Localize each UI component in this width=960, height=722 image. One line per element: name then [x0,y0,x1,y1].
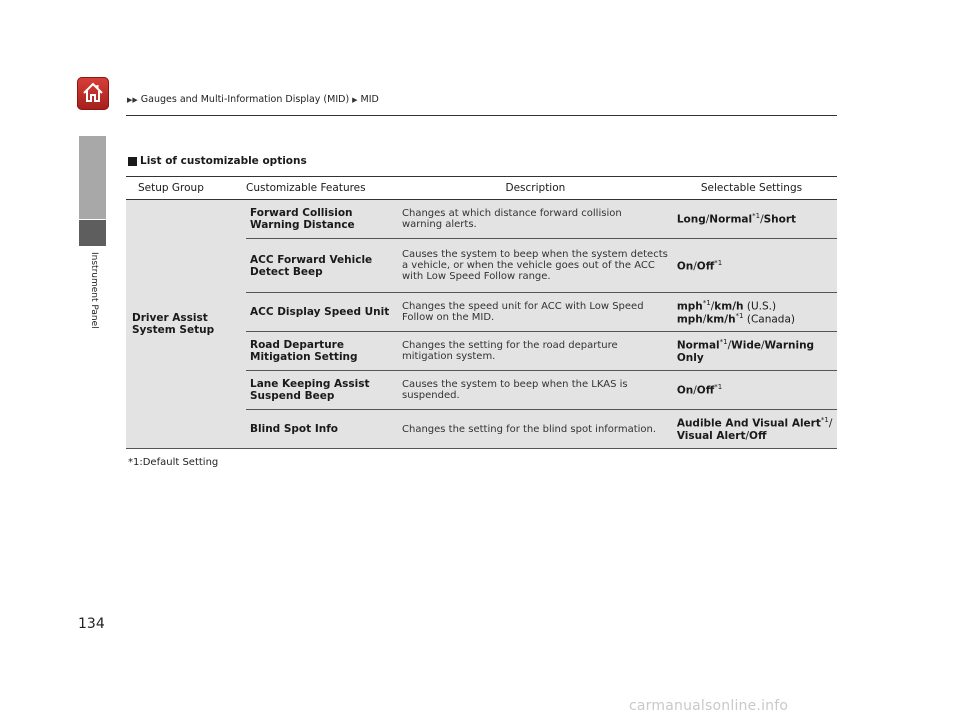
setting-value: / [710,300,715,312]
setup-group-cell [126,200,246,449]
settings-cell [673,200,837,239]
setting-value: Off [696,260,715,273]
setting-value: Only [676,351,704,364]
setting-value: / [828,417,833,430]
setting-value: (Canada) [743,313,796,326]
feature-label: Warning Distance [250,219,355,231]
setting-value: Wide [731,339,761,352]
setting-value: / [705,213,710,226]
feature-cell [246,371,398,410]
setting-value: mph [676,300,703,312]
side-tab-label: Instrument Panel [89,252,99,329]
page-number: 134 [78,616,105,632]
footnote: *1:Default Setting [128,457,219,468]
side-tab-current [79,220,106,246]
description-text: mitigation system. [402,351,496,362]
setting-value: km/h [714,300,744,312]
description-cell [398,332,673,371]
feature-label: Mitigation Setting [250,351,358,363]
feature-label: Suspend Beep [250,390,335,402]
feature-cell [246,293,398,332]
watermark: carmanualsonline.info [629,698,789,714]
description-text: with Low Speed Follow range. [402,271,551,282]
breadcrumb-arrow-icon: ▶ [352,95,358,104]
header-description: Description [398,177,673,200]
breadcrumb [127,94,379,105]
feature-label: ACC Display Speed Unit [250,306,390,318]
default-marker: *1 [714,383,723,392]
setting-value: Off [749,429,767,442]
setting-value: / [760,213,764,226]
default-marker: *1 [752,212,761,221]
description-text: Follow on the MID. [402,312,495,323]
setting-value: Normal [709,213,753,226]
setting-value: Short [763,213,797,226]
feature-cell [246,200,398,239]
setting-value: / [760,339,765,352]
setting-value: On [676,384,694,397]
setting-value: / [702,313,707,326]
settings-cell [673,410,837,449]
setting-value: Long [676,213,706,226]
description-text: Causes the system to beep when the system detects [402,249,668,260]
feature-label: Detect Beep [250,265,323,278]
home-icon [81,81,105,105]
feature-cell [246,410,398,449]
description-cell [398,239,673,293]
breadcrumb-link-gauges[interactable]: Gauges and Multi-Information Display (MID) [140,94,350,105]
description-cell [398,371,673,410]
feature-label: Lane Keeping Assist [250,378,370,390]
setting-value: / [693,260,697,273]
description-text: Changes the speed unit for ACC with Low Speed [402,301,644,312]
setting-value: / [727,339,732,352]
setting-value: (U.S.) [743,300,777,312]
header-divider [126,115,837,116]
setting-value: mph [676,313,703,326]
feature-label: Forward Collision [250,207,353,219]
default-marker: *1 [735,312,744,320]
header-settings: Selectable Settings [673,177,837,200]
default-marker: *1 [820,416,829,425]
feature-cell [246,239,398,293]
breadcrumb-link-mid[interactable]: MID [360,94,379,105]
side-tab-top [79,136,106,219]
description-text: Changes the setting for the road departure [402,340,618,351]
description-cell [398,410,673,449]
home-button[interactable] [77,77,109,110]
section-title: List of customizable options [128,155,307,167]
description-text: Changes at which distance forward collision [402,208,622,219]
options-table [126,176,837,449]
settings-cell [673,332,837,371]
table-body [126,200,837,449]
setting-value: / [693,384,697,397]
setting-value: Audible And Visual Alert [676,417,821,430]
description-text: Changes the setting for the blind spot information. [402,423,657,435]
setting-value: / [745,429,750,442]
header-setup-group: Setup Group [126,177,246,200]
settings-cell [673,239,837,293]
setting-value: km/h [706,313,736,326]
description-cell [398,293,673,332]
description-text: a vehicle, or when the vehicle goes out of the ACC [402,260,655,271]
default-marker: *1 [714,258,723,267]
feature-label: Road Departure [250,339,344,351]
description-text: Causes the system to beep when the LKAS is [402,379,628,390]
table-row [126,200,837,239]
settings-cell [673,293,837,332]
default-marker: *1 [719,338,728,347]
table-header-row [126,177,837,200]
setting-value: Normal [676,339,720,352]
description-text: warning alerts. [402,219,477,230]
default-marker: *1 [702,298,711,307]
feature-label: ACC Forward Vehicle [250,253,373,266]
setting-value: Off [696,384,715,397]
setting-value: On [676,260,694,273]
setup-group-label: System Setup [132,324,215,336]
description-text: suspended. [402,390,460,401]
setting-value: Visual Alert [676,429,746,442]
description-cell [398,200,673,239]
square-bullet-icon [128,157,137,166]
settings-cell [673,371,837,410]
feature-label: Blind Spot Info [250,423,338,435]
header-features: Customizable Features [246,177,398,200]
feature-cell [246,332,398,371]
breadcrumb-arrow-icon: ▶▶ [127,95,138,104]
setup-group-label: Driver Assist [132,312,208,324]
setting-value: Warning [764,339,815,352]
